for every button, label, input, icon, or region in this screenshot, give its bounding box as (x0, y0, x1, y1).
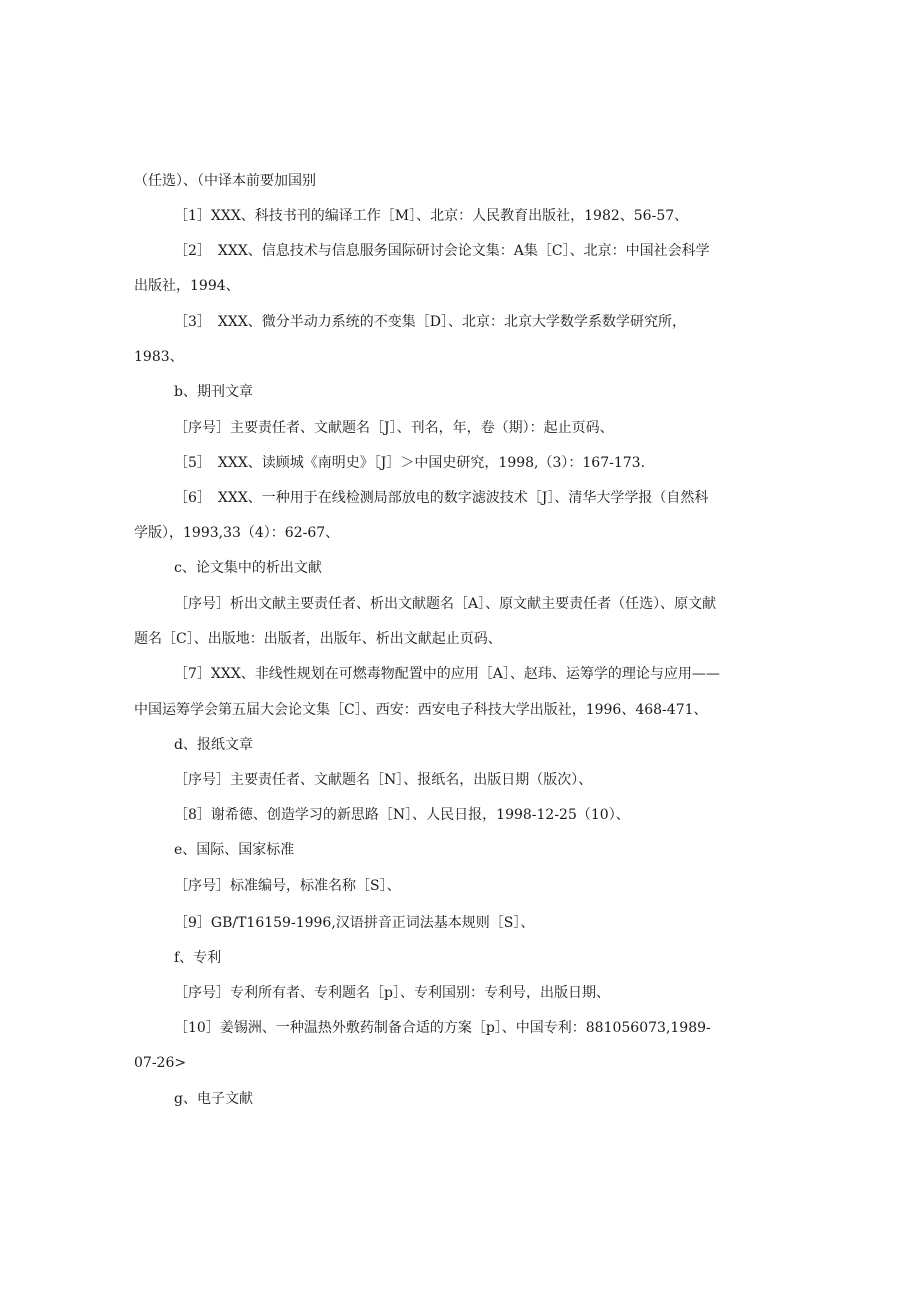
reference-entry: ［1］XXX、科技书刊的编译工作［M］、北京：人民教育出版社，1982、56-57、 (174, 208, 689, 224)
text-line: 中国运筹学会第五届大会论文集［C］、西安：西安电子科技大学出版社，1996、468-471、 (134, 702, 708, 718)
reference-entry: ［3］ XXX、微分半动力系统的不变集［D］、北京：北京大学数学系数学研究所， (174, 314, 687, 330)
text-line: 学版），1993,33（4）：62-67、 (134, 525, 340, 541)
format-template: ［序号］主要责任者、文献题名［N］、报纸名，出版日期（版次）、 (174, 772, 593, 788)
text-line: 题名［C］、出版地：出版者，出版年、析出文献起止页码、 (134, 631, 502, 647)
format-template: ［序号］标准编号，标准名称［S］、 (174, 878, 401, 894)
text-line: （任选）、（中译本前要加国别 (134, 173, 316, 189)
reference-entry: ［2］ XXX、信息技术与信息服务国际研讨会论文集：A集［C］、北京：中国社会科学 (174, 243, 710, 259)
section-heading: g、电子文献 (174, 1091, 253, 1107)
section-heading: e、国际、国家标准 (174, 842, 295, 858)
text-line: 1983、 (134, 349, 184, 365)
section-heading: f、专利 (174, 950, 222, 966)
reference-entry: ［5］ XXX、读顾城《南明史》［J］＞中国史研究，1998,（3）：167-173. (174, 455, 646, 471)
format-template: ［序号］主要责任者、文献题名［J］、刊名，年，卷（期）：起止页码、 (174, 420, 614, 436)
reference-entry: ［7］XXX、非线性规划在可燃毒物配置中的应用［A］、赵玮、运筹学的理论与应用—— (174, 666, 720, 682)
reference-entry: ［8］谢希德、创造学习的新思路［N］、人民日报，1998-12-25（10）、 (174, 807, 630, 823)
format-template: ［序号］析出文献主要责任者、析出文献题名［A］、原文献主要责任者（任选）、原文献 (174, 596, 717, 612)
text-line: 出版社，1994、 (134, 278, 240, 294)
reference-entry: ［9］GB/T16159-1996,汉语拼音正词法基本规则［S］、 (174, 915, 535, 931)
format-template: ［序号］专利所有者、专利题名［p］、专利国别：专利号，出版日期、 (174, 985, 610, 1001)
text-line: 07-26> (134, 1055, 187, 1071)
section-heading: b、期刊文章 (174, 384, 253, 400)
reference-entry: ［10］姜锡洲、一种温热外敷药制备合适的方案［p］、中国专利：881056073,1989- (174, 1020, 711, 1036)
reference-entry: ［6］ XXX、一种用于在线检测局部放电的数字滤波技术［J］、清华大学学报（自然科 (174, 490, 709, 506)
section-heading: c、论文集中的析出文献 (174, 560, 322, 576)
section-heading: d、报纸文章 (174, 737, 253, 753)
